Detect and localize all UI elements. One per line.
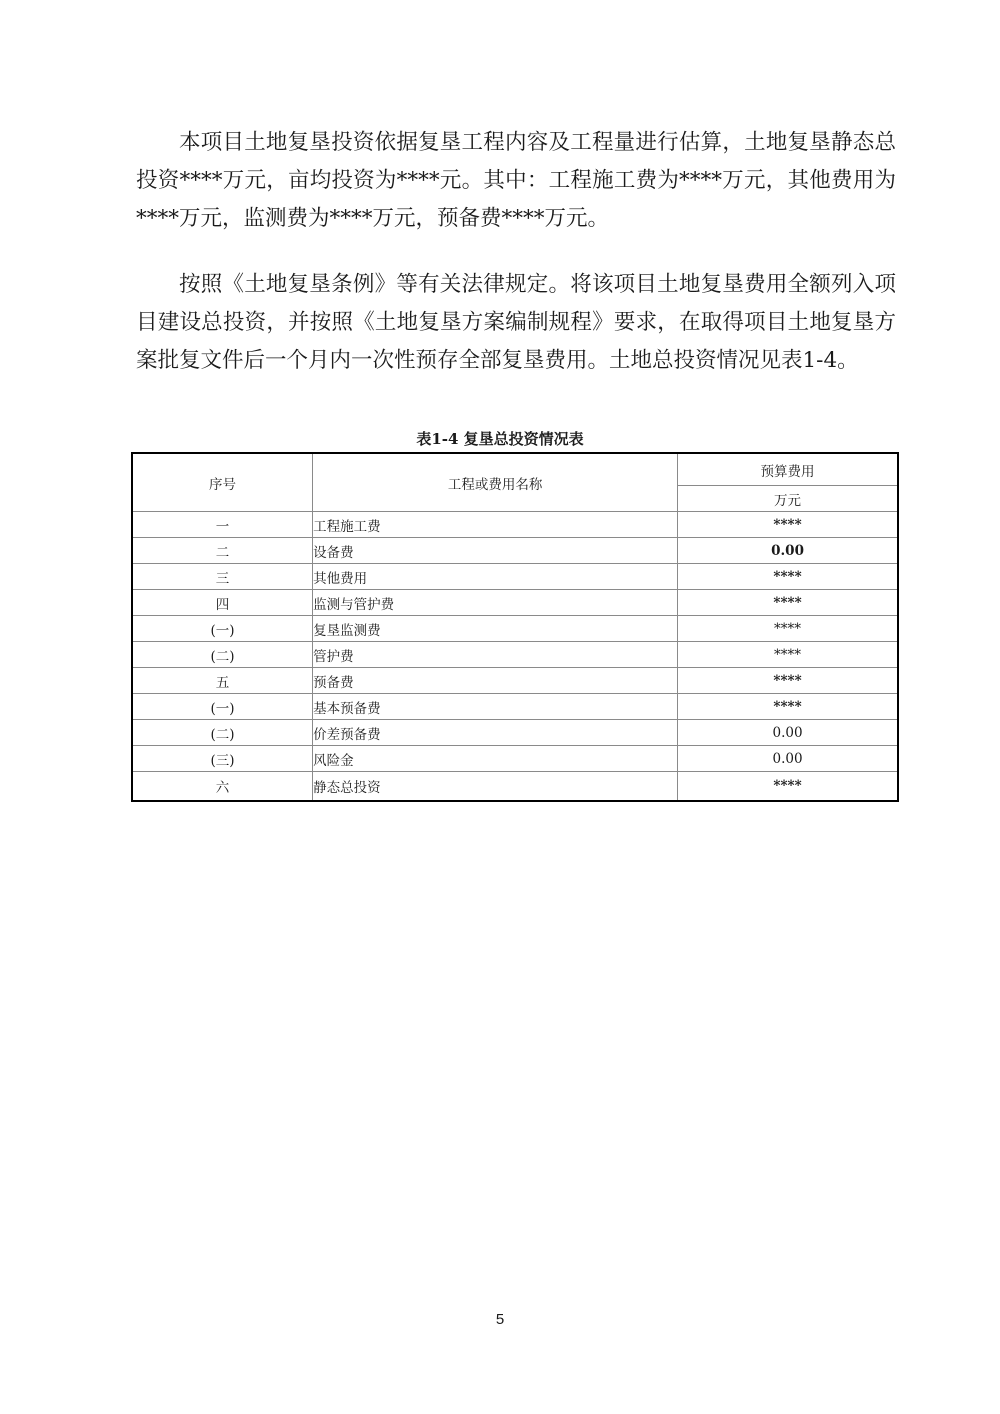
row-value: **** bbox=[678, 772, 898, 802]
paragraph-investment-summary: 本项目土地复垦投资依据复垦工程内容及工程量进行估算，土地复垦静态总投资****万元，亩均投资为****元。其中：工程施工费为****万元，其他费用为****万元，监测费为****万元，预备费****万元。 bbox=[136, 130, 896, 231]
row-name: 静态总投资 bbox=[313, 772, 678, 802]
row-name: 风险金 bbox=[313, 746, 678, 772]
table-row bbox=[132, 642, 898, 668]
header-no: 序号 bbox=[132, 453, 313, 512]
header-unit: 万元 bbox=[678, 486, 898, 512]
table-row-total bbox=[132, 772, 898, 802]
row-value: **** bbox=[678, 694, 898, 720]
table-row bbox=[132, 538, 898, 564]
table-header-row bbox=[132, 453, 898, 486]
row-name: 复垦监测费 bbox=[313, 616, 678, 642]
table-row bbox=[132, 590, 898, 616]
table-row bbox=[132, 668, 898, 694]
row-value: 0.00 bbox=[678, 746, 898, 772]
table-row bbox=[132, 694, 898, 720]
row-no: 二 bbox=[132, 538, 313, 564]
row-name: 预备费 bbox=[313, 668, 678, 694]
header-name: 工程或费用名称 bbox=[313, 453, 678, 512]
row-value: **** bbox=[678, 512, 898, 538]
row-no: 六 bbox=[132, 772, 313, 802]
row-value: 0.00 bbox=[678, 720, 898, 746]
row-value: **** bbox=[678, 616, 898, 642]
paragraph-legal-basis: 按照《土地复垦条例》等有关法律规定。将该项目土地复垦费用全额列入项目建设总投资，并按照《土地复垦方案编制规程》要求，在取得项目土地复垦方案批复文件后一个月内一次性预存全部复垦费用。土地总投资情况见表1-4。 bbox=[136, 272, 896, 373]
table-row bbox=[132, 512, 898, 538]
row-no: 一 bbox=[132, 512, 313, 538]
investment-table bbox=[131, 452, 899, 802]
row-no: 三 bbox=[132, 564, 313, 590]
row-value: **** bbox=[678, 590, 898, 616]
row-no: (二) bbox=[132, 720, 313, 746]
row-no: 四 bbox=[132, 590, 313, 616]
row-value: **** bbox=[678, 668, 898, 694]
page-number: 5 bbox=[495, 1311, 505, 1328]
row-no: (三) bbox=[132, 746, 313, 772]
row-name: 价差预备费 bbox=[313, 720, 678, 746]
row-no: (一) bbox=[132, 694, 313, 720]
table-row bbox=[132, 720, 898, 746]
table-row bbox=[132, 746, 898, 772]
row-value: **** bbox=[678, 642, 898, 668]
row-name: 监测与管护费 bbox=[313, 590, 678, 616]
row-name: 工程施工费 bbox=[313, 512, 678, 538]
row-value: 0.00 bbox=[678, 538, 898, 564]
table-row bbox=[132, 564, 898, 590]
header-budget: 预算费用 bbox=[678, 453, 898, 486]
table-row bbox=[132, 616, 898, 642]
row-name: 基本预备费 bbox=[313, 694, 678, 720]
row-name: 管护费 bbox=[313, 642, 678, 668]
row-no: (一) bbox=[132, 616, 313, 642]
row-name: 其他费用 bbox=[313, 564, 678, 590]
table-caption: 表1-4 复垦总投资情况表 bbox=[416, 430, 584, 448]
row-name: 设备费 bbox=[313, 538, 678, 564]
row-no: 五 bbox=[132, 668, 313, 694]
row-no: (二) bbox=[132, 642, 313, 668]
row-value: **** bbox=[678, 564, 898, 590]
